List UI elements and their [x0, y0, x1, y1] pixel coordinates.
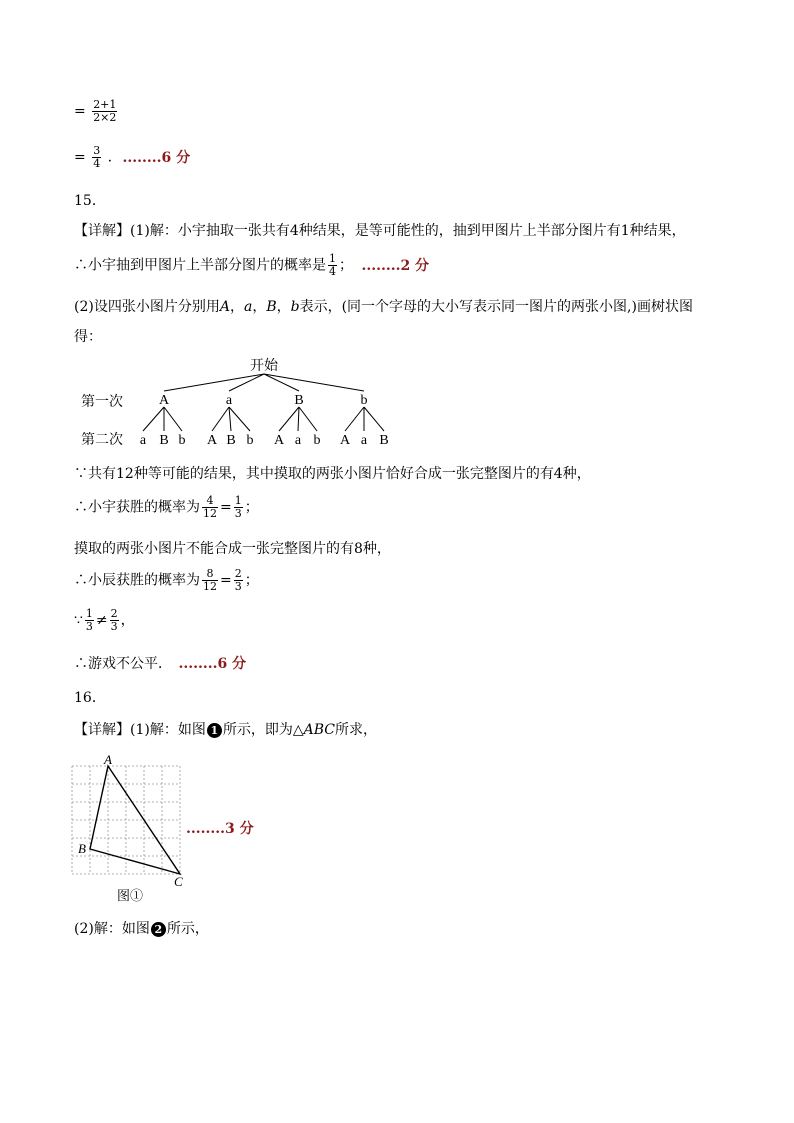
- score-mark: ........6 分: [122, 149, 191, 166]
- tree-leaf: a: [139, 433, 147, 448]
- q16-text-2b: 所示，: [166, 921, 209, 937]
- q15-text-1: (1)解：小宇抽取一张共有4种结果，是等可能性的，抽到甲图片上半部分图片有1种结果，: [130, 223, 686, 239]
- score-mark: ........3 分: [186, 821, 254, 837]
- tree-leaf: b: [178, 433, 186, 448]
- fraction: [202, 568, 218, 593]
- triangle-label: △ABC: [292, 722, 335, 738]
- equals-sign: =: [220, 572, 232, 589]
- fraction: [110, 608, 119, 633]
- score-mark: ........6 分: [178, 656, 247, 672]
- q16-text-1a: (1)解：如图: [130, 722, 206, 738]
- q15-line-3: [74, 296, 693, 316]
- tree-node: A: [158, 393, 170, 408]
- q15-text-3a: (2)设四张小图片分别用: [74, 299, 220, 315]
- tree-leaf: A: [206, 433, 218, 448]
- q15-text-6: ∴小宇获胜的概率为: [74, 499, 200, 516]
- q15-line-6: [74, 495, 259, 520]
- denominator: 3: [85, 620, 93, 633]
- tree-node: b: [360, 393, 368, 408]
- q16-text-1c: 所求，: [334, 722, 377, 738]
- comma: ，: [252, 299, 267, 315]
- circled-number-icon: 2: [151, 922, 166, 937]
- q15-text-3c: 表示，(同一个字母的大小写表示同一图片的两张小图,)画树状图: [299, 299, 693, 315]
- q15-text-2: ∴小宇抽到甲图片上半部分图片的概率是: [74, 257, 326, 274]
- tree-node: B: [294, 393, 304, 408]
- calc-line-2: [74, 145, 190, 170]
- tree-node: a: [225, 393, 233, 408]
- triangle-abc: [90, 766, 180, 874]
- tree-leaf: B: [226, 433, 236, 448]
- denominator: 12: [203, 580, 217, 593]
- fraction: [328, 253, 337, 278]
- var-b: b: [290, 299, 300, 315]
- q15-conclusion: ∴游戏不公平．: [74, 656, 172, 672]
- fraction: [85, 608, 94, 633]
- comma: ，: [229, 299, 244, 315]
- comma: ，: [276, 299, 291, 315]
- q16-text-2a: (2)解：如图: [74, 921, 150, 937]
- var-A: A: [219, 299, 230, 315]
- denominator: 3: [234, 507, 242, 520]
- numerator: 1: [329, 252, 336, 265]
- q16-line-1: [74, 719, 377, 739]
- fraction: [92, 99, 117, 124]
- period: .: [107, 149, 113, 166]
- numerator: 1: [85, 607, 93, 620]
- comma: ，: [120, 612, 135, 629]
- numerator: 1: [234, 494, 242, 507]
- vertex-label-c: C: [174, 874, 183, 889]
- q16-text-1b: 所示，即为: [222, 722, 293, 738]
- equals-sign: =: [74, 103, 86, 120]
- q16-line-2: [74, 918, 209, 938]
- question-number: 15．: [74, 193, 106, 209]
- q15-line-4: 得：: [74, 329, 102, 345]
- q15-line-5: ∵共有12种等可能的结果，其中摸取的两张小图片恰好合成一张完整图片的有4种，: [74, 466, 591, 482]
- numerator: 4: [202, 495, 218, 508]
- tree-leaf: B: [379, 433, 389, 448]
- numerator: 2: [110, 607, 118, 620]
- tree-leaf: b: [313, 433, 321, 448]
- question-number: 16．: [74, 690, 106, 706]
- calc-line-1: [74, 99, 119, 124]
- equals-sign: =: [74, 149, 86, 166]
- denominator: 12: [203, 507, 217, 520]
- denominator: 4: [93, 157, 101, 170]
- semicolon: ；: [244, 572, 259, 589]
- q15-line-10: [74, 653, 246, 673]
- detail-tag: 【详解】: [74, 722, 130, 738]
- tree-leaf: a: [360, 433, 368, 448]
- numerator: 3: [93, 144, 101, 157]
- numerator: 2+1: [93, 98, 117, 111]
- fraction: [234, 568, 243, 593]
- denominator: 4: [329, 265, 336, 278]
- tree-leaf: A: [273, 433, 285, 448]
- q15-line-8: [74, 568, 259, 593]
- q15-line-1: [74, 220, 686, 240]
- denominator: 3: [110, 620, 118, 633]
- fraction: [234, 495, 243, 520]
- tree-row1-label: 第一次: [81, 395, 123, 410]
- tree-leaf: A: [339, 433, 351, 448]
- vertex-label-b: B: [78, 841, 86, 856]
- tree-row2-label: 第二次: [81, 433, 123, 448]
- not-equal-sign: ≠: [95, 612, 108, 629]
- vertex-label-a: A: [104, 752, 112, 767]
- figure-caption: 图①: [116, 889, 144, 902]
- detail-tag: 【详解】: [74, 223, 130, 239]
- q15-line-2: [74, 253, 429, 278]
- fraction: [202, 495, 218, 520]
- q15-line-9: [74, 608, 135, 633]
- tree-root: 开始: [250, 359, 278, 374]
- var-a: a: [243, 299, 253, 315]
- fraction: [92, 145, 101, 170]
- tree-leaf: b: [246, 433, 254, 448]
- score-mark: ........2 分: [361, 257, 430, 274]
- semicolon: ；: [244, 499, 259, 516]
- tree-diagram: [74, 352, 414, 452]
- because-sign: ∵: [74, 612, 83, 629]
- q15-line-7: 摸取的两张小图片不能合成一张完整图片的有8种，: [74, 541, 391, 557]
- semicolon: ；: [339, 257, 353, 274]
- numerator: 2: [234, 567, 242, 580]
- triangle-figure: [68, 752, 198, 902]
- var-B: B: [266, 299, 277, 315]
- denominator: 2×2: [93, 111, 117, 124]
- circled-number-icon: 1: [207, 723, 222, 738]
- q15-text-8: ∴小辰获胜的概率为: [74, 572, 200, 589]
- tree-leaf: a: [294, 433, 302, 448]
- equals-sign: =: [220, 499, 232, 516]
- tree-leaf: B: [159, 433, 169, 448]
- denominator: 3: [234, 580, 242, 593]
- numerator: 8: [202, 568, 218, 581]
